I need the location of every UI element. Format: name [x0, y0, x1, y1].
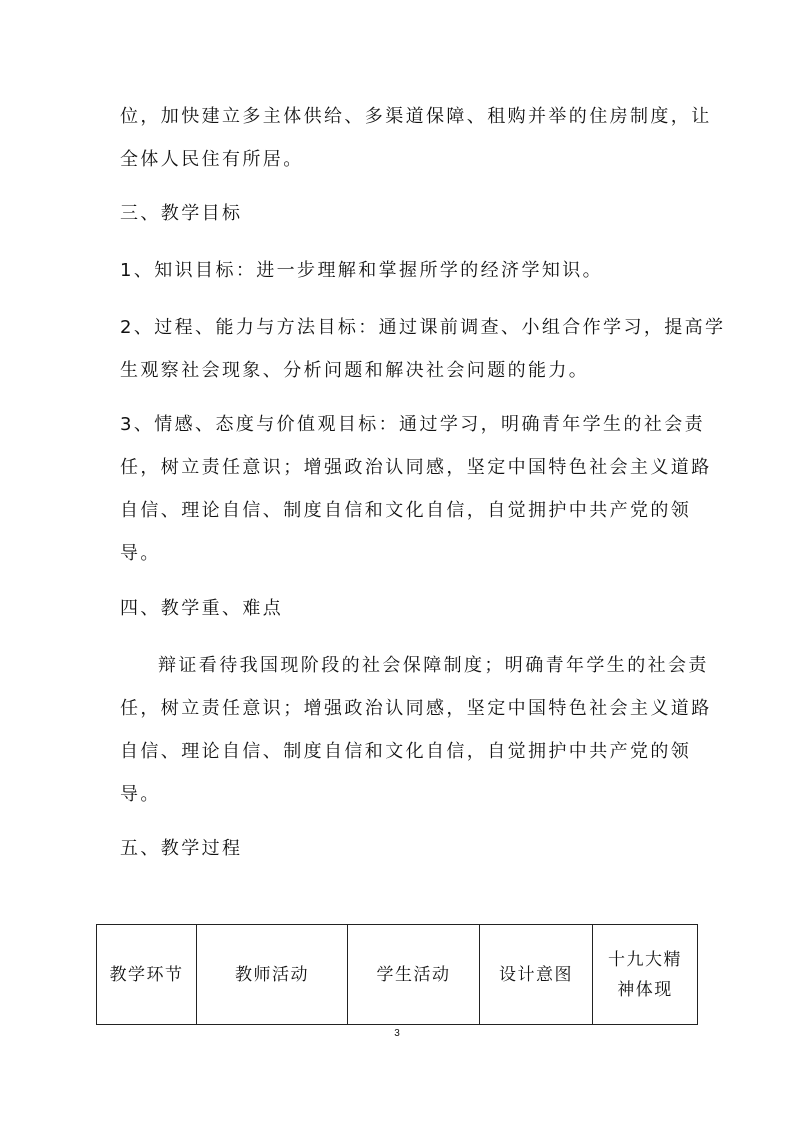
paragraph-line: 全体人民住有所居。 — [120, 149, 304, 170]
table-header-cell: 教师活动 — [197, 925, 348, 1025]
objective-item: 2、过程、能力与方法目标：通过课前调查、小组合作学习，提高学 — [120, 317, 726, 338]
objective-item: 1、知识目标：进一步理解和掌握所学的经济学知识。 — [120, 260, 604, 281]
header-line: 十九大精 — [608, 949, 682, 970]
table-row — [97, 925, 698, 1025]
paragraph-line: 位，加快建立多主体供给、多渠道保障、租购并举的住房制度，让 — [120, 106, 712, 127]
paragraph-line: 生观察社会现象、分析问题和解决社会问题的能力。 — [120, 360, 590, 381]
objective-item: 3、情感、态度与价值观目标：通过学习，明确青年学生的社会责 — [120, 414, 706, 435]
page-number: 3 — [394, 1028, 400, 1039]
table-header-cell — [593, 925, 698, 1025]
paragraph-line: 自信、理论自信、制度自信和文化自信，自觉拥护中共产党的领 — [120, 741, 692, 762]
paragraph-line: 自信、理论自信、制度自信和文化自信，自觉拥护中共产党的领 — [120, 500, 692, 521]
table-header-cell: 设计意图 — [480, 925, 593, 1025]
section-heading: 四、教学重、难点 — [120, 598, 284, 619]
paragraph-line: 任，树立责任意识；增强政治认同感，坚定中国特色社会主义道路 — [120, 698, 712, 719]
section-heading: 三、教学目标 — [120, 203, 243, 224]
header-line: 神体现 — [617, 979, 673, 1000]
table-header-cell: 教学环节 — [97, 925, 197, 1025]
teaching-process-table — [96, 924, 698, 1025]
paragraph-line: 导。 — [120, 543, 161, 564]
paragraph-line: 辩证看待我国现阶段的社会保障制度；明确青年学生的社会责 — [158, 655, 709, 676]
section-heading: 五、教学过程 — [120, 838, 243, 859]
paragraph-line: 导。 — [120, 784, 161, 805]
table-header-cell: 学生活动 — [348, 925, 480, 1025]
paragraph-line: 任，树立责任意识；增强政治认同感，坚定中国特色社会主义道路 — [120, 457, 712, 478]
